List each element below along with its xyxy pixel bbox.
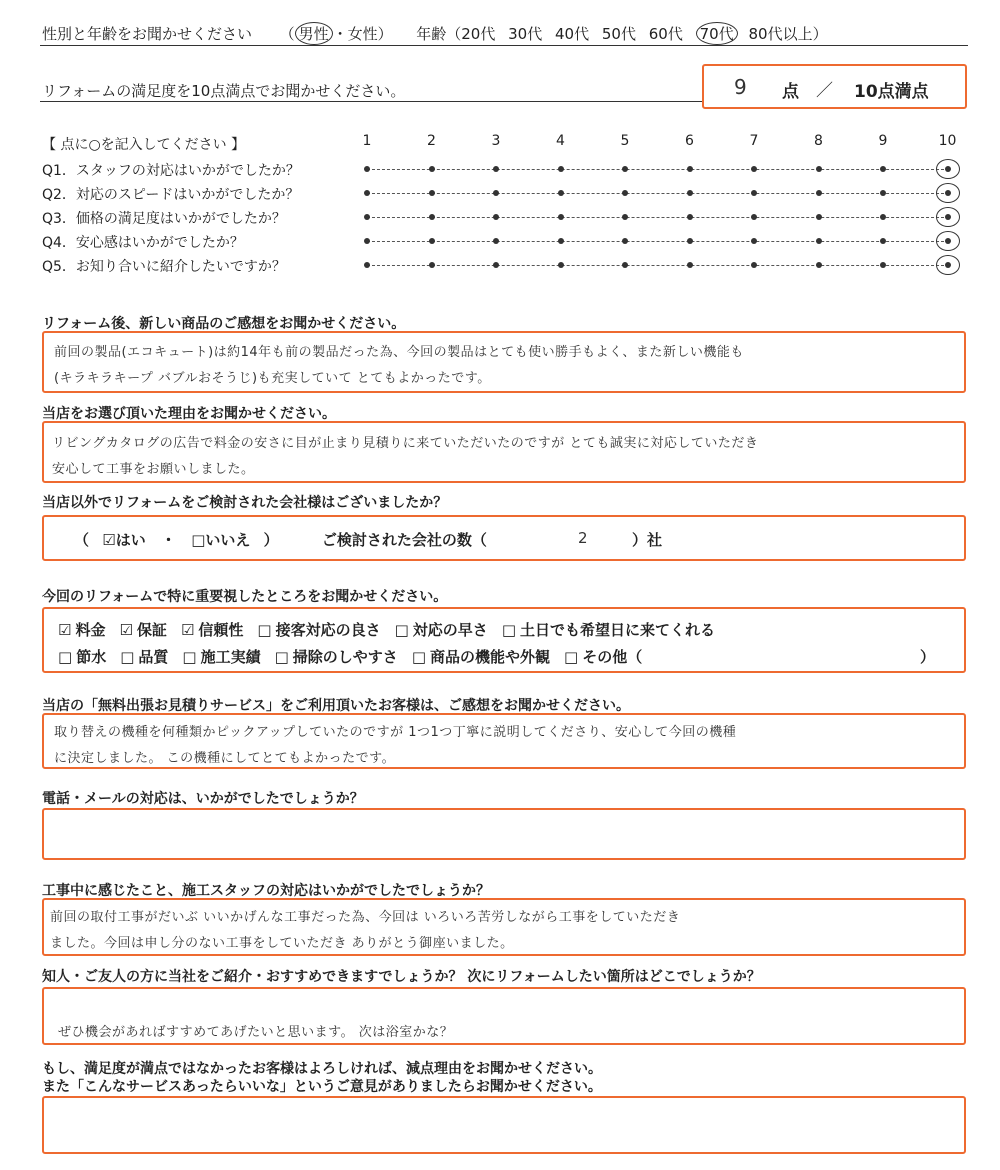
priority-option[interactable] bbox=[58, 648, 106, 666]
referral-prompt: 知人・ご友人の方に当社をご紹介・おすすめできますでしょうか？ 次にリフォームしたい箇所はどこでしょうか？ bbox=[42, 969, 761, 985]
gender-age-row bbox=[42, 22, 828, 45]
age-option[interactable]: 40代 bbox=[554, 25, 590, 43]
age-option-selected[interactable]: 70代 bbox=[696, 22, 738, 45]
other-companies-prompt: 当店以外でリフォームをご検討された会社様はございましたか？ bbox=[42, 495, 448, 511]
rating-question-label: Q4．安心感はいかがでしたか？ bbox=[42, 235, 244, 251]
rating-point[interactable] bbox=[429, 214, 435, 220]
priority-option[interactable] bbox=[412, 648, 550, 666]
estimate-service-prompt: 当店の「無料出張お見積りサービス」をご利用頂いたお客様は、ご感想をお聞かせください。 bbox=[42, 698, 630, 714]
construction-answer-box[interactable] bbox=[42, 898, 966, 956]
rating-scale-row bbox=[367, 235, 949, 249]
yes-no-close: ） bbox=[263, 531, 279, 549]
rating-point[interactable] bbox=[558, 190, 564, 196]
deduction-prompt-2: また「こんなサービスあったらいいな」というご意見がありましたらお聞かせください。 bbox=[42, 1079, 602, 1095]
impressions-answer-box[interactable] bbox=[42, 331, 966, 393]
priority-checkbox[interactable]: □ bbox=[564, 648, 579, 666]
rating-question-label: Q3．価格の満足度はいかがでしたか？ bbox=[42, 211, 286, 227]
scale-number: 2 bbox=[427, 133, 436, 149]
scale-number: 9 bbox=[878, 133, 888, 149]
priority-checkbox[interactable]: ☑ bbox=[180, 621, 195, 639]
rating-point[interactable] bbox=[880, 262, 886, 268]
priority-label: 施工実績 bbox=[200, 648, 261, 666]
rating-point[interactable] bbox=[687, 190, 693, 196]
rating-scale-row bbox=[367, 163, 949, 177]
impressions-prompt: リフォーム後、新しい商品のご感想をお聞かせください。 bbox=[42, 316, 406, 332]
priority-option[interactable] bbox=[564, 648, 642, 666]
rating-point[interactable] bbox=[816, 190, 822, 196]
gender-sep: ・ bbox=[332, 25, 348, 43]
priority-label: 土日でも希望日に来てくれる bbox=[520, 621, 716, 639]
rating-point[interactable] bbox=[558, 214, 564, 220]
referral-answer-box[interactable] bbox=[42, 987, 966, 1045]
rating-point[interactable] bbox=[622, 238, 628, 244]
rating-point[interactable] bbox=[687, 214, 693, 220]
rating-question-label: Q5．お知り合いに紹介したいですか？ bbox=[42, 259, 286, 275]
rating-question-label: Q1．スタッフの対応はいかがでしたか？ bbox=[42, 163, 300, 179]
scale-number: 7 bbox=[749, 133, 759, 149]
rating-point[interactable] bbox=[687, 166, 693, 172]
scale-number: 6 bbox=[685, 133, 694, 149]
rating-scale-row bbox=[367, 211, 949, 225]
rating-point[interactable] bbox=[558, 262, 564, 268]
rating-point[interactable] bbox=[558, 166, 564, 172]
rating-point[interactable] bbox=[751, 190, 757, 196]
rating-selected-circle bbox=[936, 255, 960, 275]
rating-point[interactable] bbox=[364, 238, 370, 244]
deduction-prompt-1: もし、満足度が満点ではなかったお客様はよろしければ、減点理由をお聞かせください。 bbox=[42, 1061, 602, 1077]
yes-label: はい bbox=[115, 531, 146, 549]
rating-point[interactable] bbox=[880, 190, 886, 196]
rating-point[interactable] bbox=[687, 238, 693, 244]
rating-point[interactable] bbox=[622, 262, 628, 268]
rating-scale-row bbox=[367, 259, 949, 273]
rating-question-label: Q2．対応のスピードはいかがでしたか？ bbox=[42, 187, 300, 203]
rating-point[interactable] bbox=[622, 214, 628, 220]
rating-scale-line bbox=[367, 193, 949, 194]
scale-number: 5 bbox=[620, 133, 630, 149]
rating-point[interactable] bbox=[493, 214, 499, 220]
rating-point[interactable] bbox=[880, 238, 886, 244]
rating-point[interactable] bbox=[493, 166, 499, 172]
rating-scale-row bbox=[367, 187, 949, 201]
priority-label: その他（ bbox=[582, 648, 643, 666]
priority-option[interactable] bbox=[181, 621, 243, 639]
impressions-line-2: (キラキラキープ バブルおそうじ)も充実していて とてもよかったです。 bbox=[54, 371, 491, 386]
no-checkbox[interactable]: □ bbox=[191, 531, 206, 549]
priority-checkbox[interactable]: □ bbox=[411, 648, 426, 666]
gender-open: （ bbox=[279, 25, 295, 43]
age-option[interactable]: 20代 bbox=[461, 25, 496, 43]
scale-number: 3 bbox=[491, 133, 501, 149]
yes-checkbox[interactable]: ☑ bbox=[102, 531, 116, 549]
priority-label: 品質 bbox=[138, 648, 169, 666]
estimate-line-2: に決定しました。 この機種にしてとてもよかったです。 bbox=[54, 751, 396, 766]
rating-point[interactable] bbox=[364, 262, 370, 268]
priority-option[interactable] bbox=[119, 621, 166, 639]
rating-point[interactable] bbox=[364, 214, 370, 220]
rating-point[interactable] bbox=[816, 166, 822, 172]
rating-selected-circle bbox=[936, 159, 960, 179]
scale-number: 1 bbox=[362, 133, 372, 149]
estimate-service-answer-box[interactable] bbox=[42, 713, 966, 769]
priority-option[interactable] bbox=[275, 648, 398, 666]
age-option[interactable]: 30代 bbox=[508, 25, 543, 43]
priorities-prompt: 今回のリフォームで特に重要視したところをお聞かせください。 bbox=[42, 589, 448, 605]
scale-number: 10 bbox=[938, 133, 957, 149]
priority-label: 料金 bbox=[75, 621, 106, 639]
company-count-suffix: ）社 bbox=[632, 531, 663, 549]
header-underline bbox=[40, 45, 968, 46]
gender-close: ） bbox=[377, 25, 393, 43]
reason-line-2: 安心して工事をお願いしました。 bbox=[52, 462, 255, 477]
satisfaction-max: 10点満点 bbox=[854, 82, 929, 102]
rating-scale-line bbox=[367, 169, 949, 170]
no-label: いいえ bbox=[205, 531, 251, 549]
priority-checkbox[interactable]: □ bbox=[257, 621, 272, 639]
priority-checkbox[interactable]: □ bbox=[394, 621, 409, 639]
company-count-label: ご検討された会社の数（ bbox=[321, 531, 487, 549]
rating-selected-circle bbox=[936, 207, 960, 227]
construction-line-2: ました。今回は申し分のない工事をしていただき ありがとう御座いました。 bbox=[50, 936, 514, 951]
satisfaction-slash: ／ bbox=[816, 81, 833, 101]
priority-checkbox[interactable]: □ bbox=[58, 648, 73, 666]
priority-option[interactable] bbox=[502, 621, 715, 639]
priority-checkbox[interactable]: ☑ bbox=[58, 621, 72, 639]
age-option[interactable]: 60代 bbox=[648, 25, 683, 43]
gender-female[interactable]: 女性 bbox=[347, 25, 378, 43]
rating-selected-circle bbox=[936, 231, 960, 251]
reason-line-1: リビングカタログの広告で料金の安さに目が止まり見積りに来ていただいたのですが とても誠実に対応していただき bbox=[52, 436, 759, 451]
priority-checkbox[interactable]: □ bbox=[274, 648, 289, 666]
age-close: ） bbox=[812, 25, 828, 43]
rating-scale-line bbox=[367, 241, 949, 242]
priority-label: 保証 bbox=[136, 621, 167, 639]
satisfaction-prompt: リフォームの満足度を10点満点でお聞かせください。 bbox=[42, 82, 406, 100]
rating-point[interactable] bbox=[816, 262, 822, 268]
rating-point[interactable] bbox=[687, 262, 693, 268]
priorities-row-2 bbox=[58, 646, 642, 667]
rating-point[interactable] bbox=[558, 238, 564, 244]
rating-point[interactable] bbox=[364, 166, 370, 172]
priority-label: 接客対応の良さ bbox=[275, 621, 381, 639]
rating-point[interactable] bbox=[622, 166, 628, 172]
impressions-line-1: 前回の製品(エコキュート)は約14年も前の製品だった為、今回の製品はとても使い勝手もよく、また新しい機能も bbox=[54, 345, 744, 360]
rating-scale-line bbox=[367, 217, 949, 218]
rating-selected-circle bbox=[936, 183, 960, 203]
rating-point[interactable] bbox=[493, 262, 499, 268]
yes-no-sep: ・ bbox=[160, 531, 176, 549]
priority-option[interactable] bbox=[182, 648, 260, 666]
priority-option[interactable] bbox=[58, 621, 105, 639]
rating-point[interactable] bbox=[880, 166, 886, 172]
rating-point[interactable] bbox=[493, 238, 499, 244]
rating-point[interactable] bbox=[751, 262, 757, 268]
priority-label: 節水 bbox=[76, 648, 107, 666]
satisfaction-score-box[interactable] bbox=[702, 64, 967, 109]
priority-checkbox[interactable]: □ bbox=[120, 648, 135, 666]
priorities-box bbox=[42, 607, 966, 673]
scale-number: 4 bbox=[556, 133, 565, 149]
priority-option[interactable] bbox=[395, 621, 488, 639]
age-option[interactable]: 50代 bbox=[601, 25, 636, 43]
priority-label: 対応の早さ bbox=[412, 621, 488, 639]
rating-point[interactable] bbox=[751, 238, 757, 244]
rating-point[interactable] bbox=[364, 190, 370, 196]
other-companies-row bbox=[74, 529, 487, 550]
construction-line-1: 前回の取付工事がだいぶ いいかげんな工事だった為、今回は いろいろ苦労しながら工事をしていただき bbox=[50, 910, 681, 925]
rating-point[interactable] bbox=[429, 262, 435, 268]
priority-label: 商品の機能や外観 bbox=[430, 648, 551, 666]
priorities-other-close: ） bbox=[920, 648, 936, 666]
satisfaction-unit: 点 bbox=[782, 82, 799, 102]
rating-point[interactable] bbox=[429, 166, 435, 172]
rating-point[interactable] bbox=[429, 190, 435, 196]
satisfaction-underline bbox=[40, 101, 702, 102]
reason-answer-box[interactable] bbox=[42, 421, 966, 483]
rating-scale-line bbox=[367, 265, 949, 266]
phone-mail-answer-box[interactable] bbox=[42, 808, 966, 860]
yes-no-open: （ bbox=[74, 531, 90, 549]
scale-number: 8 bbox=[814, 133, 823, 149]
company-count-value[interactable]: 2 bbox=[578, 529, 589, 547]
priority-option[interactable] bbox=[120, 648, 168, 666]
rating-point[interactable] bbox=[880, 214, 886, 220]
gender-male[interactable]: 男性 bbox=[295, 22, 333, 45]
construction-prompt: 工事中に感じたこと、施工スタッフの対応はいかがでしたでしょうか？ bbox=[42, 883, 490, 899]
rating-point[interactable] bbox=[751, 166, 757, 172]
rating-point[interactable] bbox=[816, 214, 822, 220]
priority-label: 掃除のしやすさ bbox=[292, 648, 398, 666]
rating-point[interactable] bbox=[429, 238, 435, 244]
gender-age-prompt: 性別と年齢をお聞かせください bbox=[42, 25, 253, 43]
priority-checkbox[interactable]: □ bbox=[501, 621, 516, 639]
priority-checkbox[interactable]: □ bbox=[182, 648, 197, 666]
other-companies-box[interactable] bbox=[42, 515, 966, 561]
satisfaction-score-value: 9 bbox=[734, 75, 748, 99]
rating-point[interactable] bbox=[622, 190, 628, 196]
age-option[interactable]: 80代以上 bbox=[748, 25, 813, 43]
priority-label: 信頼性 bbox=[198, 621, 244, 639]
rating-point[interactable] bbox=[751, 214, 757, 220]
estimate-line-1: 取り替えの機種を何種類かピックアップしていたのですが 1つ1つ丁寧に説明してくださり、安心して今回の機種 bbox=[54, 725, 737, 740]
rating-instruction: 【 点に○を記入してください 】 bbox=[42, 137, 246, 153]
priority-option[interactable] bbox=[257, 621, 380, 639]
rating-point[interactable] bbox=[816, 238, 822, 244]
deduction-answer-box[interactable] bbox=[42, 1096, 966, 1154]
priority-checkbox[interactable]: ☑ bbox=[119, 621, 133, 639]
rating-point[interactable] bbox=[493, 190, 499, 196]
priorities-row-1 bbox=[58, 619, 715, 640]
phone-mail-prompt: 電話・メールの対応は、いかがでしたでしょうか？ bbox=[42, 791, 364, 807]
age-label: 年齢（ bbox=[416, 25, 462, 43]
referral-line-1: ぜひ機会があればすすめてあげたいと思います。 次は浴室かな？ bbox=[58, 1025, 454, 1040]
reason-prompt: 当店をお選び頂いた理由をお聞かせください。 bbox=[42, 406, 336, 422]
